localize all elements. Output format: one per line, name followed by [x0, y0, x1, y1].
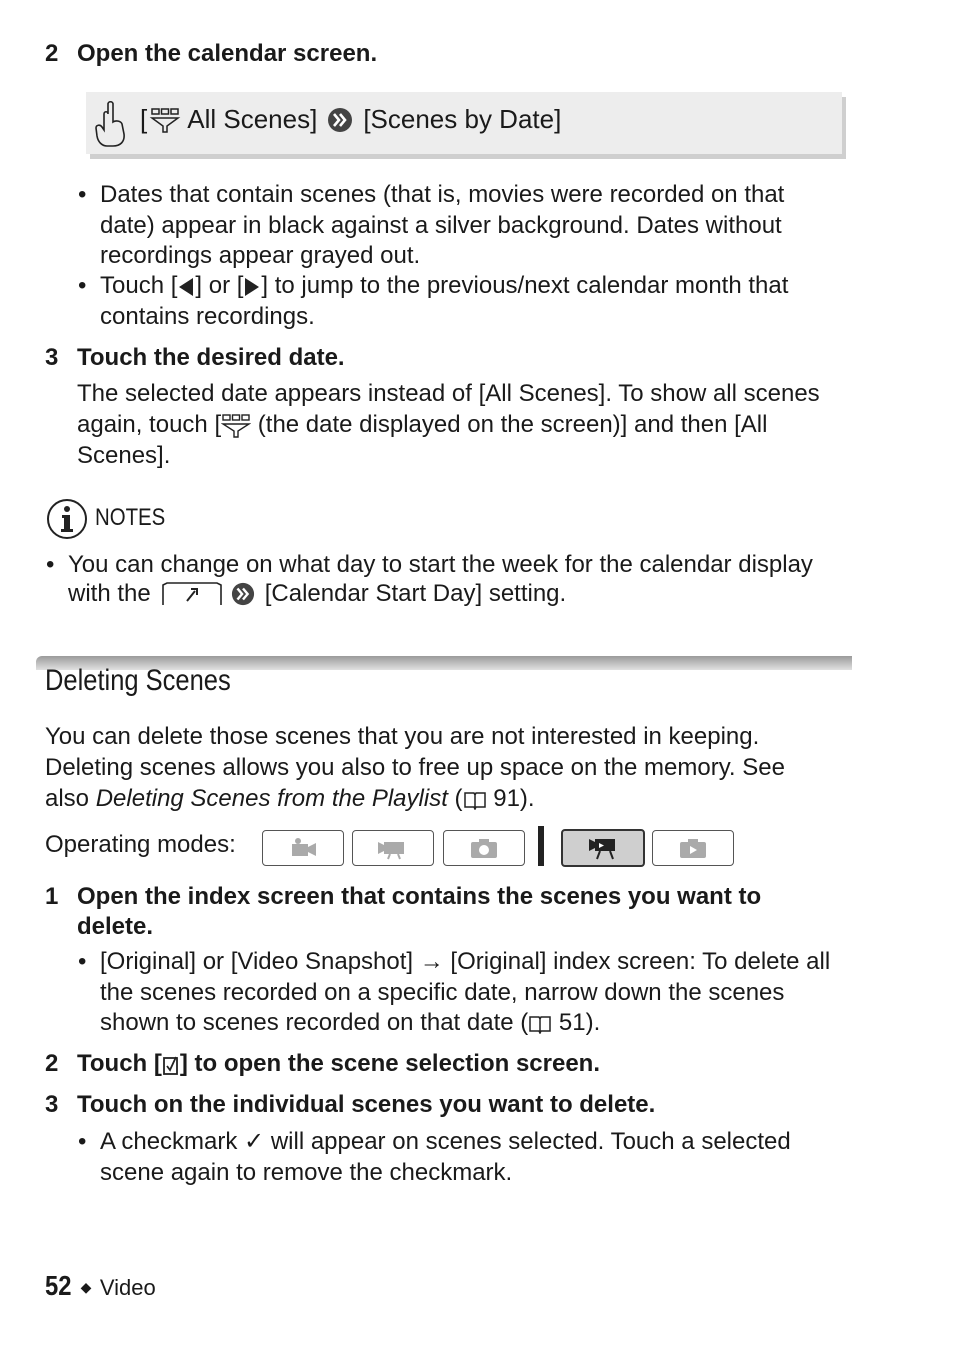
book-icon	[463, 790, 487, 810]
list-item: • You can change on what day to start the week for the calendar display with the [Calendar Start Day] setting.	[46, 551, 813, 607]
chevron-right-icon	[231, 582, 255, 606]
triangle-right-icon	[243, 277, 261, 297]
photo-playback-icon	[676, 836, 710, 860]
page-footer	[45, 1270, 156, 1302]
step-text: Touch the desired date.	[77, 344, 345, 371]
list-item: • [Original] or [Video Snapshot] → [Original] index screen: To delete all the scenes recorded on a specific date, narrow down the scenes shown to scenes recorded on that date ( 51).	[78, 948, 831, 1036]
mode-movie-playback-button	[561, 829, 645, 867]
bracket: [	[140, 104, 148, 134]
step-number: 1	[45, 883, 59, 910]
setup-menu-icon	[161, 581, 223, 607]
cross-reference[interactable]: Deleting Scenes from the Playlist	[95, 785, 448, 812]
chevron-right-icon	[327, 107, 353, 133]
auto-camera-icon	[286, 836, 320, 860]
calendar-filter-icon	[149, 107, 181, 133]
list-item: • Dates that contain scenes (that is, movies were recorded on that date) appear in black against a silver background. Dates without recordings appear grayed out.	[78, 181, 785, 269]
triangle-left-icon	[177, 277, 195, 297]
photo-camera-icon	[467, 836, 501, 860]
intro-paragraph: You can delete those scenes that you are not interested in keeping. Deleting scenes allows you also to free up space on the memory. See also Deleting Scenes from the Playlist ( 91).	[45, 723, 785, 812]
all-scenes-label: All Scenes]	[187, 104, 318, 134]
mode-dual-shot-button	[262, 830, 344, 866]
step-number: 3	[45, 1091, 59, 1118]
select-checkbox-icon	[162, 1054, 180, 1076]
list-item: • Touch [ ] or [ ] to jump to the previous/next calendar month that contains recordings.	[78, 272, 789, 330]
movie-playback-icon	[586, 835, 620, 861]
checkmark-icon: ✓	[244, 1128, 265, 1155]
info-icon	[46, 498, 88, 540]
book-icon	[528, 1014, 552, 1034]
section-title: Deleting Scenes	[45, 664, 231, 697]
diamond-icon: ◆	[80, 1279, 92, 1295]
scenes-by-date-label: [Scenes by Date]	[363, 104, 562, 134]
mode-separator	[538, 826, 544, 866]
step-text: Open the calendar screen.	[77, 40, 378, 67]
step-number: 2	[45, 40, 59, 67]
arrow: →	[419, 948, 444, 975]
step-text: Touch on the individual scenes you want to delete.	[77, 1091, 656, 1118]
menu-path-callout	[86, 92, 842, 154]
hand-touch-icon	[94, 100, 128, 148]
list-item: • A checkmark ✓ will appear on scenes selected. Touch a selected scene again to remove the checkmark.	[78, 1128, 791, 1186]
mode-movie-button	[352, 830, 434, 866]
mode-photo-playback-button	[652, 830, 734, 866]
notes-label: NOTES	[95, 504, 166, 531]
section-name: Video	[99, 1275, 156, 1300]
page-number: 52	[45, 1270, 72, 1301]
step-number: 2	[45, 1050, 59, 1077]
step-3-body: The selected date appears instead of [All Scenes]. To show all scenes again, touch [ (the date displayed on the screen)] and then [All Scenes].	[77, 380, 820, 469]
movie-camera-icon	[376, 836, 410, 860]
operating-modes-label: Operating modes:	[45, 831, 236, 858]
calendar-filter-icon	[221, 414, 251, 438]
mode-photo-button	[443, 830, 525, 866]
step-number: 3	[45, 344, 59, 371]
menu-path	[140, 104, 561, 135]
